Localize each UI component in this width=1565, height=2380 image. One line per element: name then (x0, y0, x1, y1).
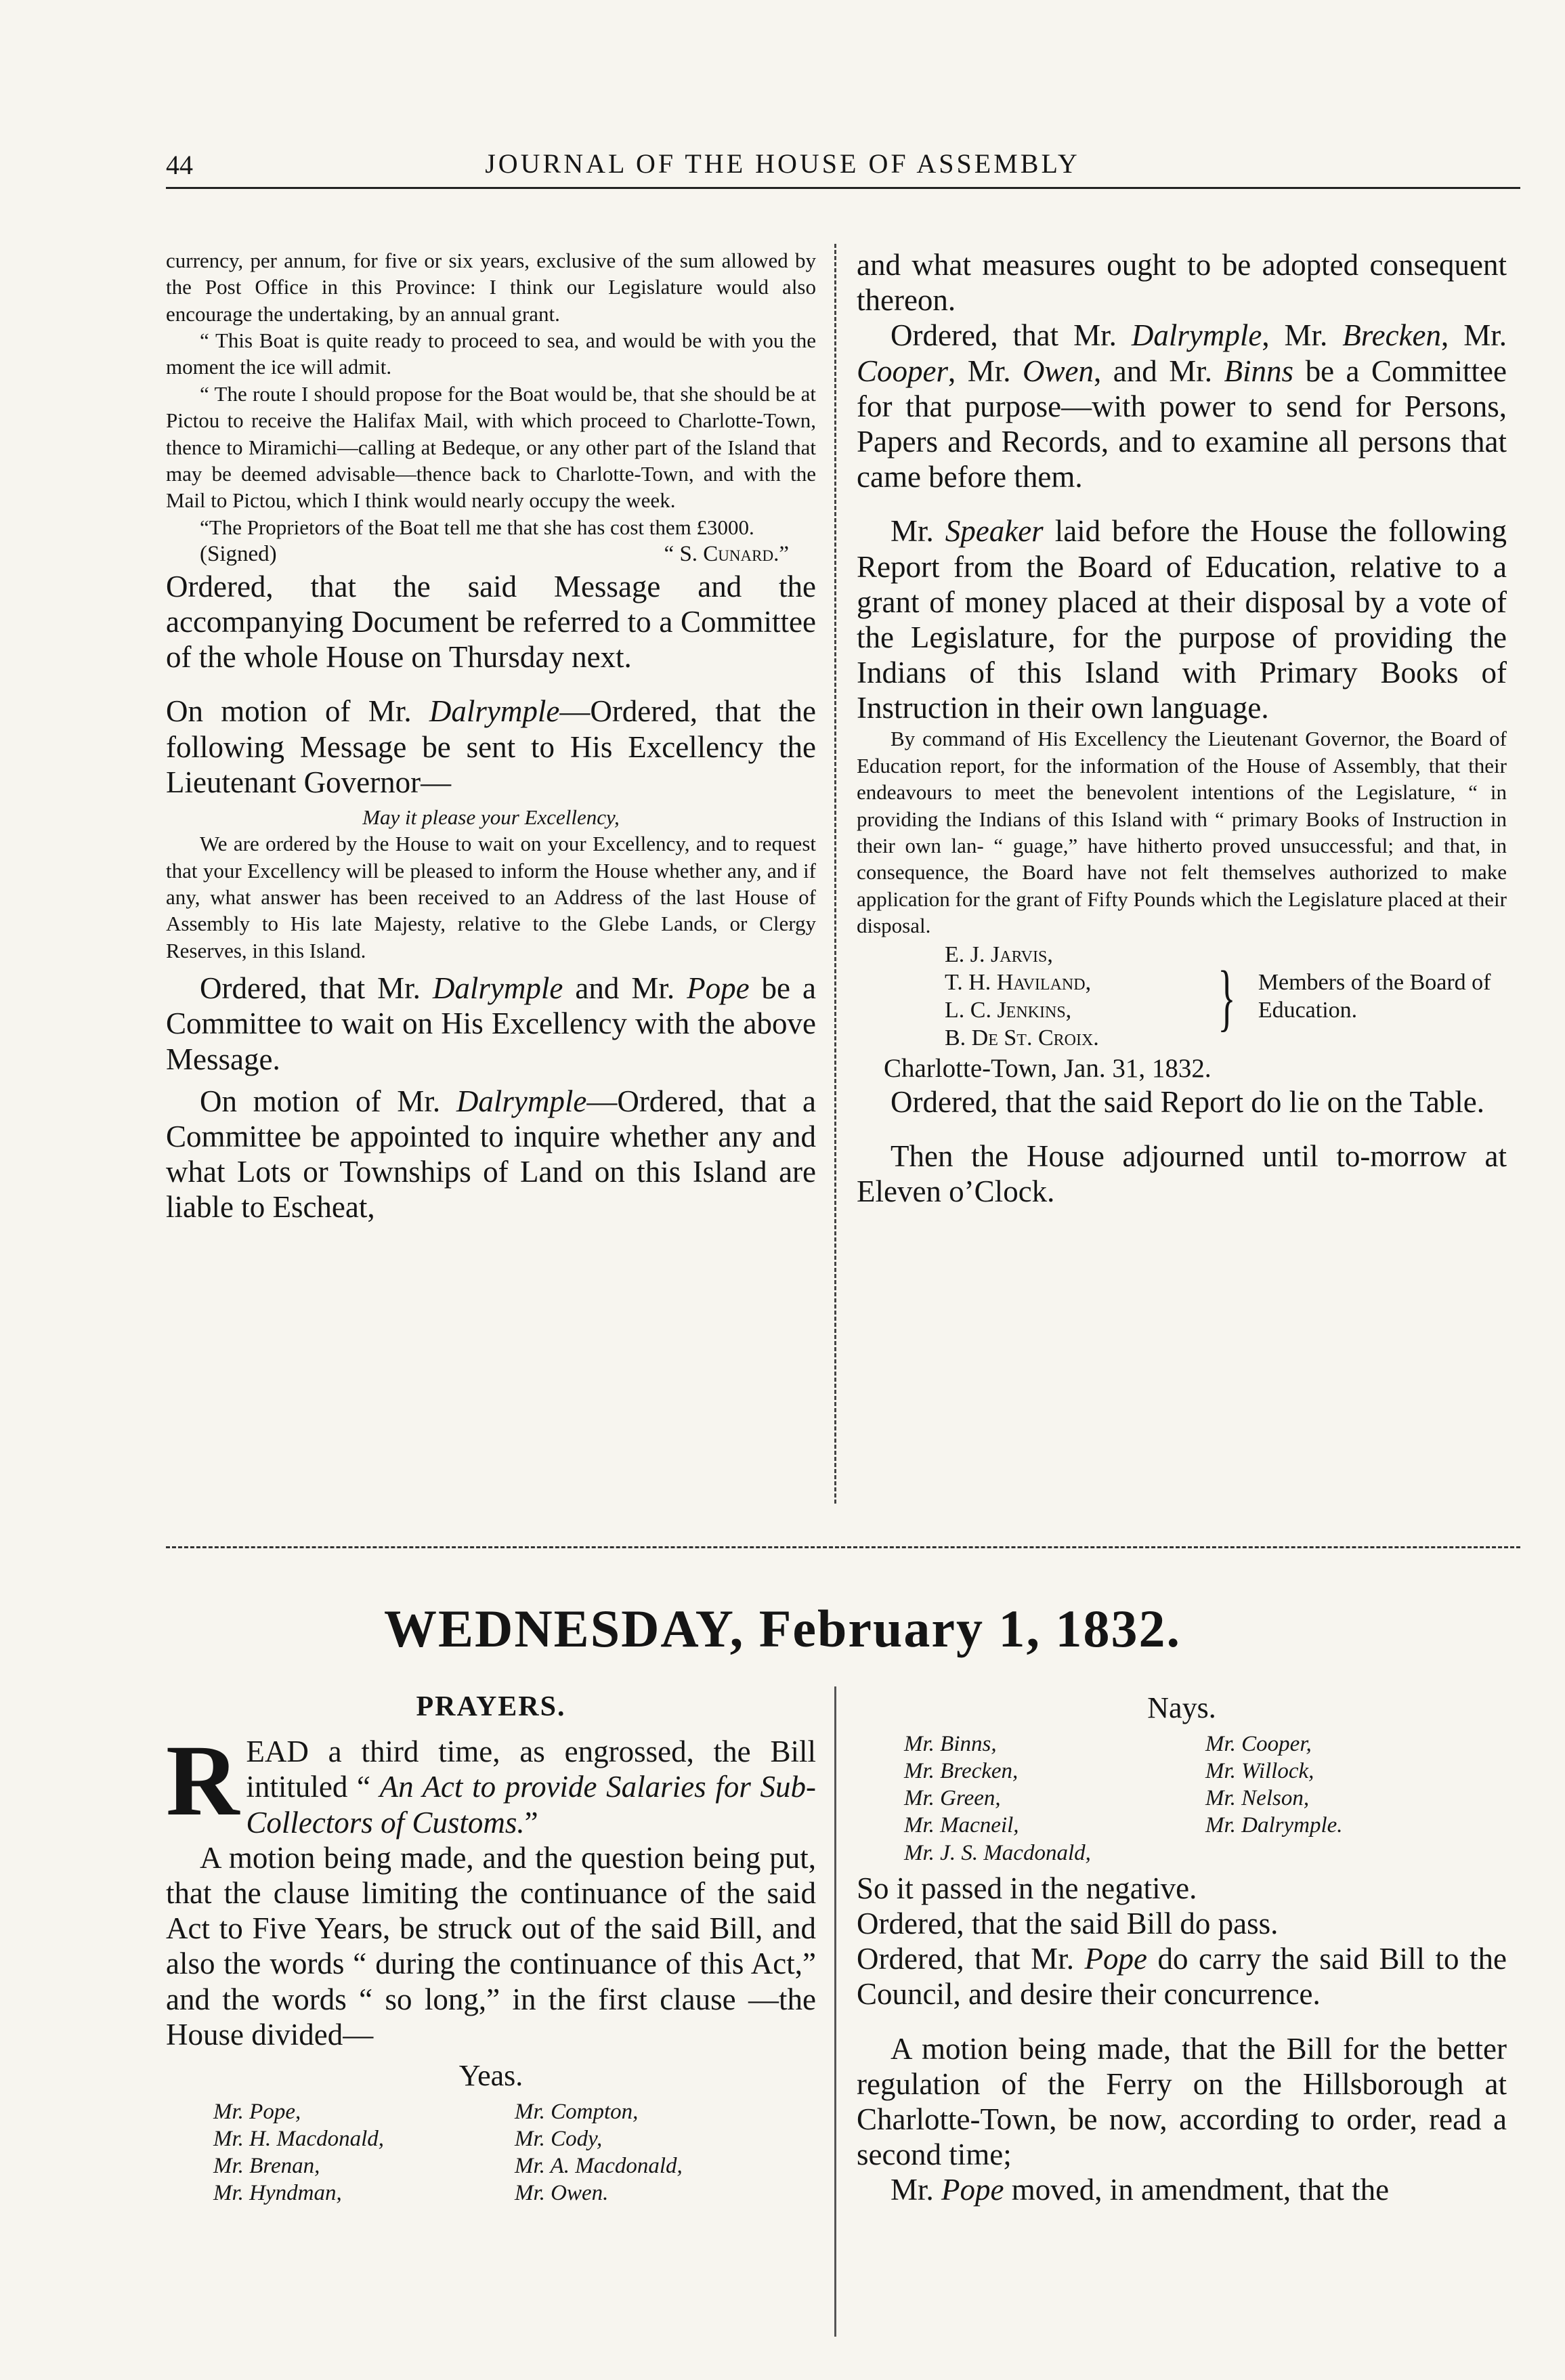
member-signature: E. J. Jarvis, (945, 942, 1053, 968)
column-divider-bottom (834, 1686, 836, 2337)
day-heading: WEDNESDAY, February 1, 1832. (383, 1599, 1182, 1658)
right-column (857, 247, 1507, 1210)
member-name: Dalrymple (1131, 318, 1262, 353)
member-signature: B. De St. Croix. (945, 1025, 1099, 1050)
member-name: Speaker (945, 514, 1044, 549)
member-name: Cooper (857, 354, 948, 388)
signed-name: “ S. Cunard.” (664, 541, 789, 566)
yeas-heading: Yeas. (458, 2058, 523, 2092)
text-run: , Mr. (1262, 318, 1343, 353)
letter-paragraph: “The Proprietors of the Boat tell me that she has cost them £3000. (200, 515, 754, 539)
signed-label: (Signed) (200, 541, 277, 566)
letter-paragraph: “ This Boat is quite ready to proceed to sea, and would be with you the moment the ice will admit. (166, 328, 816, 379)
motion-escheat (166, 1084, 816, 1225)
board-report: By command of His Excellency the Lieutenant Governor, the Board of Education report, for the information of the House of Assembly, that their endeavours to meet the benevolent intentions of the Legislature, “ in providing the Indians of this Island with “ primary Books of Instruction in their own lan- “ guage,” have hitherto proved unsuccessful; and that, in consequence, the Board have not felt themselves authorized to make application for the grant of Fifty Pounds which the Legislature placed at their disposal. (857, 727, 1507, 937)
member-name: Brecken (1342, 318, 1442, 353)
board-members (945, 941, 1507, 1052)
vote-name: Mr. Green, (904, 1786, 1001, 1811)
continuation: and what measures ought to be adopted consequent thereon. (857, 248, 1507, 318)
text-run: ” (524, 1805, 538, 1840)
vote-name: Mr. Compton, (515, 2099, 639, 2124)
header-rule (166, 187, 1520, 189)
column-divider-top (834, 244, 836, 1504)
text-run: Ordered, that Mr. (891, 318, 1132, 353)
message-text: We are ordered by the House to wait on your Excellency, and to request that your Excellency will be pleased to inform the House whether any, and if any, what answer has been received to an Address of the last House of Assembly to His late Majesty, relative to the Glebe Lands, or Clergy Reserves, in this Island. (166, 832, 816, 962)
text-run: and Mr. (563, 971, 687, 1006)
vote-name: Mr. Hyndman, (213, 2181, 342, 2206)
member-name: Pope (1084, 1942, 1147, 1976)
vote-name: Mr. Pope, (213, 2099, 301, 2124)
brace-glyph: } (1218, 955, 1236, 1038)
text-run: do carry the said Bill to the Council, and desire their concurrence. (857, 1942, 1507, 2012)
text-run: , and Mr. (1094, 354, 1224, 388)
vote-name: Mr. Cody, (515, 2126, 603, 2151)
ordered-referral: Ordered, that the said Message and the accompanying Document be referred to a Committee of the whole House on Thursday next. (166, 569, 816, 675)
vote-name: Mr. Owen. (515, 2181, 609, 2206)
text-run: —Ordered, that a Committee be appointed to inquire whether any and what Lots or Townships of Land on this Island are liable to Escheat, (166, 1084, 816, 1225)
cunard-letter (166, 247, 816, 569)
vote-name: Mr. A. Macdonald, (515, 2154, 683, 2179)
text-run: , Mr. (948, 354, 1023, 388)
vote-name: Mr. Nelson, (1205, 1786, 1310, 1811)
ferry-motion: A motion being made, that the Bill for the better regulation of the Ferry on the Hillsborough at Charlotte-Town, be now, according to order, read a second time; (857, 2031, 1507, 2172)
text-run: laid before the House the following Report from the Board of Education, relative to a grant of money placed at their disposal by a vote of the Legislature, for the purpose of providing the Indians of this Island with Primary Books of Instruction in their own language. (857, 514, 1507, 725)
drop-cap: R (166, 1724, 240, 1837)
vote-name: Mr. Willock, (1205, 1758, 1314, 1783)
pope-amendment (857, 2172, 1507, 2207)
vote-name: Mr. Macneil, (904, 1813, 1019, 1838)
vote-name: Mr. Dalrymple. (1205, 1813, 1343, 1838)
letter-paragraph: “ The route I should propose for the Boat would be, that she should be at Pictou to receive the Halifax Mail, with which proceed to Charlotte-Town, thence to Miramichi—calling at Bedeque, or any other part of the Island that may be deemed advisable—thence back to Charlotte-Town, and with the Mail to Pictou, which I think would nearly occupy the week. (166, 381, 816, 513)
text-run: be a Committee to wait on His Excellency with the above Message. (166, 971, 816, 1076)
dateline: Charlotte-Town, Jan. 31, 1832. (884, 1053, 1212, 1083)
member-name: Dalrymple (432, 971, 563, 1006)
text-run: , Mr. (1441, 318, 1507, 353)
ordered-pass: Ordered, that the said Bill do pass. (857, 1907, 1279, 1941)
vote-name: Mr. H. Macdonald, (213, 2126, 385, 2151)
third-reading (166, 1724, 816, 1840)
bottom-left-column (166, 1690, 816, 2207)
ordered-escheat-committee (857, 318, 1507, 494)
vote-name: Mr. Cooper, (1205, 1731, 1312, 1756)
text-run: On motion of Mr. (166, 694, 429, 729)
nays-list (904, 1730, 1507, 1840)
left-column (166, 247, 816, 1225)
negative-result: So it passed in the negative. (857, 1871, 1197, 1905)
vote-name: Mr. Binns, (904, 1731, 997, 1756)
text-run: EAD a third time, as engrossed, the Bill intituled “ (246, 1735, 816, 1804)
member-name: Pope (687, 971, 750, 1006)
member-signature: L. C. Jenkins, (945, 997, 1072, 1023)
member-name: Dalrymple (456, 1084, 587, 1118)
text-run: Mr. (891, 514, 945, 549)
text-run: Mr. (891, 2173, 942, 2207)
salutation: May it please your Excellency, (362, 805, 620, 829)
text-run: —Ordered, that the following Message be sent to His Excellency the Lieutenant Governor— (166, 694, 816, 799)
motion-message (166, 694, 816, 800)
text-run: moved, in amendment, that the (1004, 2173, 1390, 2207)
yeas-list (213, 2098, 816, 2207)
member-signature: T. H. Haviland, (945, 970, 1092, 996)
text-run: Ordered, that Mr. (200, 971, 433, 1006)
nays-heading: Nays. (1147, 1691, 1216, 1724)
ordered-carry (857, 1941, 1507, 2012)
signature-line (166, 540, 816, 569)
text-run: Ordered, that Mr. (857, 1942, 1085, 1976)
running-title: JOURNAL OF THE HOUSE OF ASSEMBLY (485, 148, 1080, 179)
members-label: Members of the Board of Education. (1258, 970, 1491, 1023)
member-list (945, 941, 1202, 1052)
bill-title: An Act to provide Salaries for Sub-Collectors of Customs. (246, 1770, 816, 1840)
member-name: Pope (941, 2173, 1004, 2207)
vote-name: Mr. Brecken, (904, 1758, 1019, 1783)
text-run: be a Committee for that purpose—with power to send for Persons, Papers and Records, and to examine all persons that came before them. (857, 354, 1507, 494)
letter-paragraph: currency, per annum, for five or six years, exclusive of the sum allowed by the Post Office in this Province: I think our Legislature would also encourage the undertaking, by an annual grant. (166, 249, 816, 326)
ordered-report-lie: Ordered, that the said Report do lie on the Table. (891, 1085, 1485, 1120)
member-name: Dalrymple (429, 694, 560, 729)
speaker-report-intro (857, 513, 1507, 725)
vote-name: Mr. Brenan, (213, 2154, 320, 2179)
ordered-committee (166, 971, 816, 1077)
page-number: 44 (166, 150, 193, 180)
member-name: Binns (1224, 354, 1294, 388)
section-rule (166, 1546, 1520, 1548)
adjournment: Then the House adjourned until to-morrow at Eleven o’Clock. (857, 1139, 1507, 1209)
text-run: On motion of Mr. (200, 1084, 456, 1118)
division-motion: A motion being made, and the question being put, that the clause limiting the continuance of the said Act to Five Years, be struck out of the said Bill, and also the words “ during the continuance of this Act,” and the words “ so long,” in the first clause —the House divided— (166, 1840, 816, 2052)
prayers-heading: PRAYERS. (416, 1691, 566, 1722)
member-name: Owen (1023, 354, 1094, 388)
vote-name: Mr. J. S. Macdonald, (904, 1840, 1091, 1865)
bottom-right-column (857, 1690, 1507, 2208)
